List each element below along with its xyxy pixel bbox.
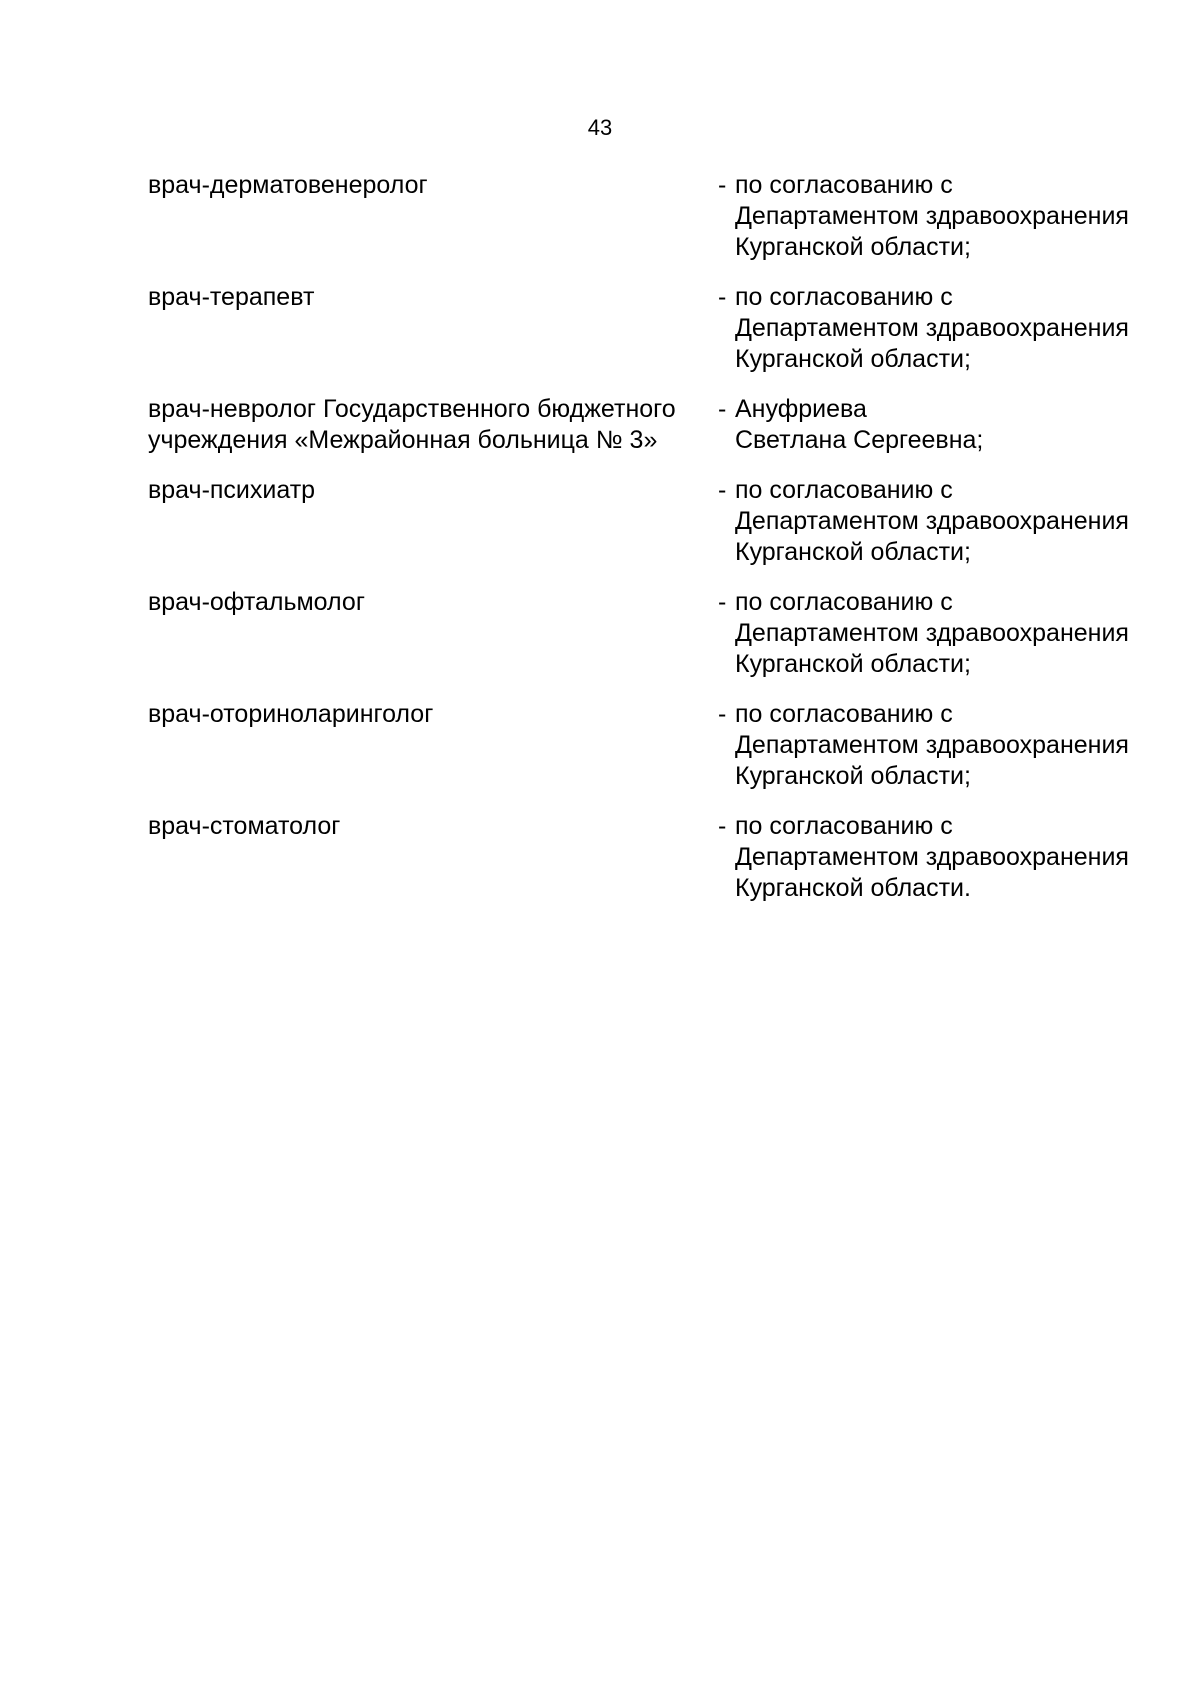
dash: - [718, 700, 727, 728]
member-assignment [718, 587, 1129, 680]
member-assignment [718, 475, 1129, 568]
assignment-text: по согласованию с Департаментом здравоохранения Курганской области. [735, 812, 1129, 902]
list-item [148, 587, 1168, 680]
member-role: врач-стоматолог [148, 812, 341, 840]
dash: - [718, 171, 727, 199]
assignment-text: по согласованию с Департаментом здравоохранения Курганской области; [735, 283, 1129, 373]
list-item [148, 394, 1168, 456]
member-assignment [718, 699, 1129, 792]
member-role: врач-невролог Государственного бюджетного учреждения «Межрайонная больница № 3» [148, 395, 676, 454]
member-assignment [718, 394, 983, 456]
assignment-text: по согласованию с Департаментом здравоохранения Курганской области; [735, 171, 1129, 261]
dash: - [718, 283, 727, 311]
page-number: 43 [587, 115, 613, 140]
list-item [148, 699, 1168, 792]
member-role: врач-офтальмолог [148, 588, 365, 616]
assignment-text: по согласованию с Департаментом здравоохранения Курганской области; [735, 700, 1129, 790]
member-role: врач-дерматовенеролог [148, 171, 428, 199]
commission-member-list [148, 170, 1168, 923]
dash: - [718, 395, 727, 423]
assignment-text: по согласованию с Департаментом здравоохранения Курганской области; [735, 476, 1129, 566]
dash: - [718, 476, 727, 504]
member-role: врач-терапевт [148, 283, 315, 311]
dash: - [718, 588, 727, 616]
list-item [148, 282, 1168, 375]
member-role: врач-оториноларинголог [148, 700, 434, 728]
dash: - [718, 812, 727, 840]
list-item [148, 811, 1168, 904]
list-item [148, 475, 1168, 568]
list-item [148, 170, 1168, 263]
member-assignment [718, 170, 1129, 263]
member-assignment [718, 282, 1129, 375]
member-role: врач-психиатр [148, 476, 316, 504]
assignment-text: по согласованию с Департаментом здравоохранения Курганской области; [735, 588, 1129, 678]
assignment-text: Ануфриева Светлана Сергеевна; [735, 395, 984, 454]
member-assignment [718, 811, 1129, 904]
